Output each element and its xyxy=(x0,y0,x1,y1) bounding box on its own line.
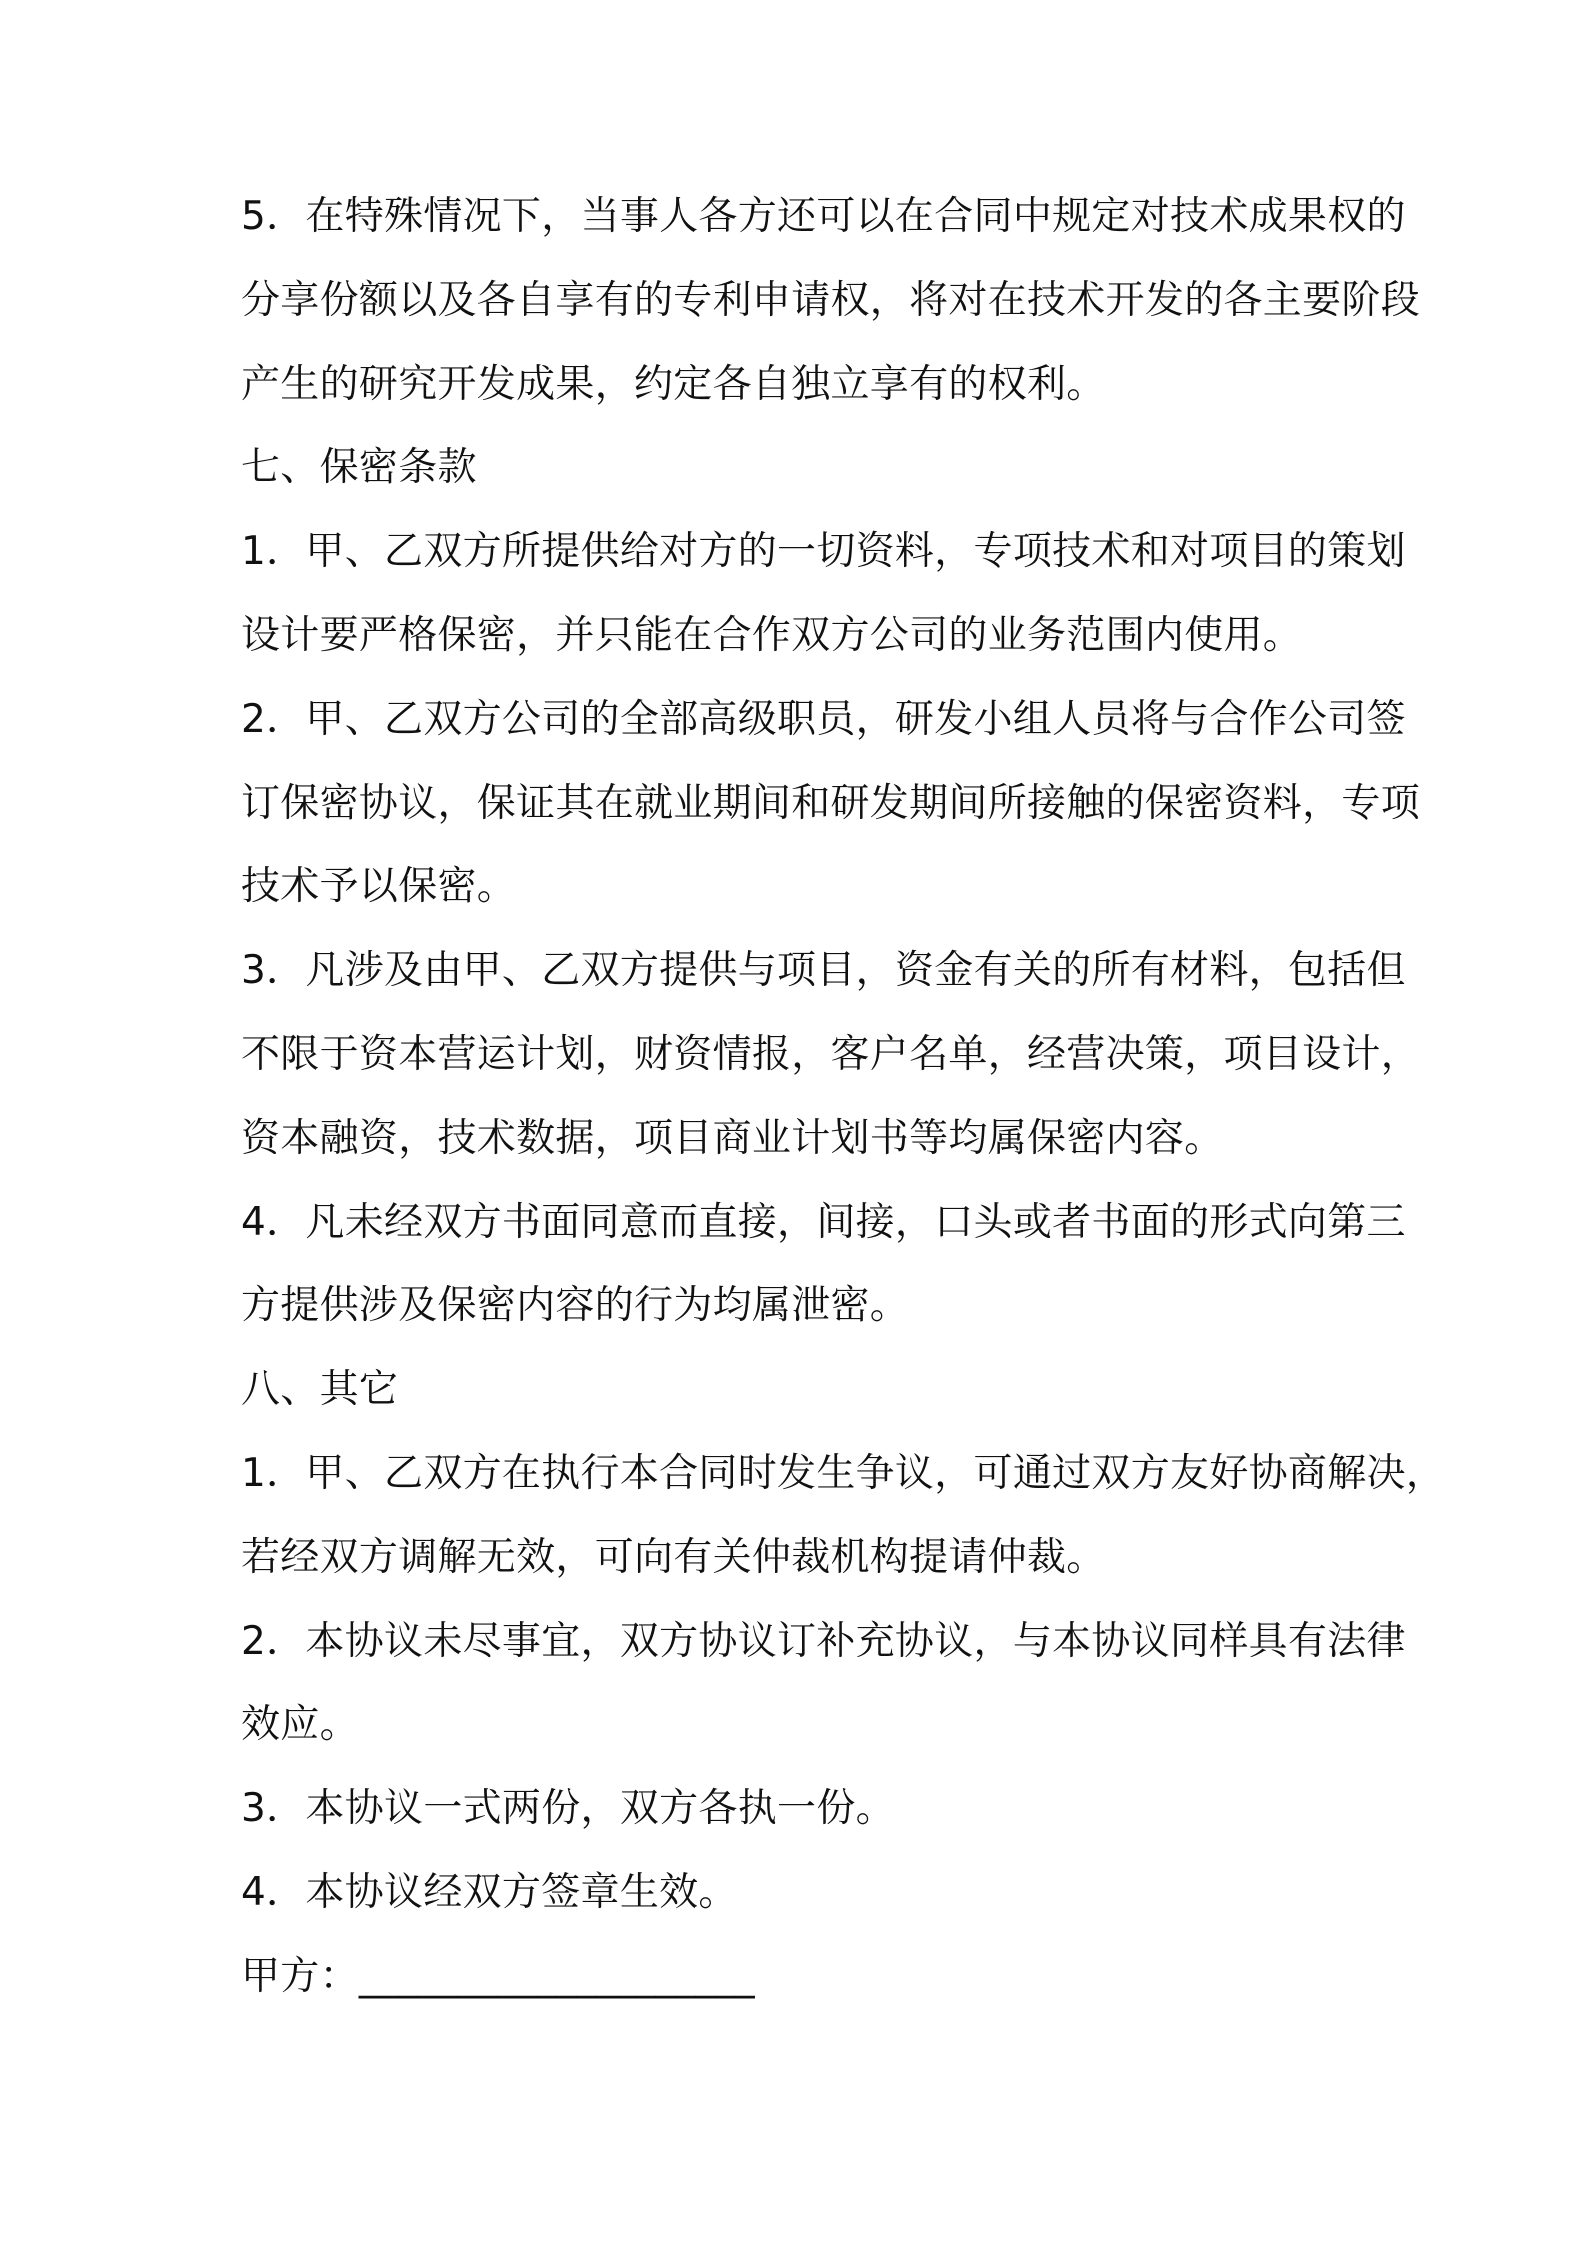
paragraph-line: 资本融资，技术数据，项目商业计划书等均属保密内容。 xyxy=(241,1115,1224,1161)
paragraph-line: 分享份额以及各自享有的专利申请权，将对在技术开发的各主要阶段 xyxy=(241,277,1421,323)
paragraph-line: 2．甲、乙双方公司的全部高级职员，研发小组人员将与合作公司签 xyxy=(241,696,1406,742)
paragraph-line: 产生的研究开发成果，约定各自独立享有的权利。 xyxy=(241,361,1106,407)
signature-blank: ____________________ xyxy=(358,1953,755,1999)
paragraph-line: 2．本协议未尽事宜，双方协议订补充协议，与本协议同样具有法律 xyxy=(241,1618,1406,1664)
paragraph-line: 不限于资本营运计划，财资情报，客户名单，经营决策，项目设计， xyxy=(241,1031,1421,1077)
paragraph-line: 技术予以保密。 xyxy=(241,864,517,910)
paragraph-line: 4．本协议经双方签章生效。 xyxy=(241,1869,738,1915)
paragraph-line: 3．本协议一式两份，双方各执一份。 xyxy=(241,1786,895,1832)
document-page xyxy=(241,194,1446,2040)
signature-label: 甲方： xyxy=(241,1953,359,1999)
paragraph-line: 若经双方调解无效，可向有关仲裁机构提请仲裁。 xyxy=(241,1534,1106,1580)
paragraph-line: 4．凡未经双方书面同意而直接，间接，口头或者书面的形式向第三 xyxy=(241,1199,1406,1245)
paragraph-line: 5．在特殊情况下，当事人各方还可以在合同中规定对技术成果权的 xyxy=(241,194,1406,239)
paragraph-line: 方提供涉及保密内容的行为均属泄密。 xyxy=(241,1283,910,1329)
paragraph-line: 订保密协议，保证其在就业期间和研发期间所接触的保密资料，专项 xyxy=(241,780,1421,826)
paragraph-line: 1．甲、乙双方所提供给对方的一切资料，专项技术和对项目的策划 xyxy=(241,529,1406,575)
section-heading: 七、保密条款 xyxy=(241,445,477,491)
section-heading: 八、其它 xyxy=(241,1367,399,1413)
signature-line xyxy=(241,1953,1381,1999)
paragraph-line: 效应。 xyxy=(241,1702,359,1748)
paragraph-line: 1．甲、乙双方在执行本合同时发生争议，可通过双方友好协商解决， xyxy=(241,1450,1446,1496)
paragraph-line: 3．凡涉及由甲、乙双方提供与项目，资金有关的所有材料，包括但 xyxy=(241,948,1406,994)
paragraph-line: 设计要严格保密，并只能在合作双方公司的业务范围内使用。 xyxy=(241,612,1303,658)
